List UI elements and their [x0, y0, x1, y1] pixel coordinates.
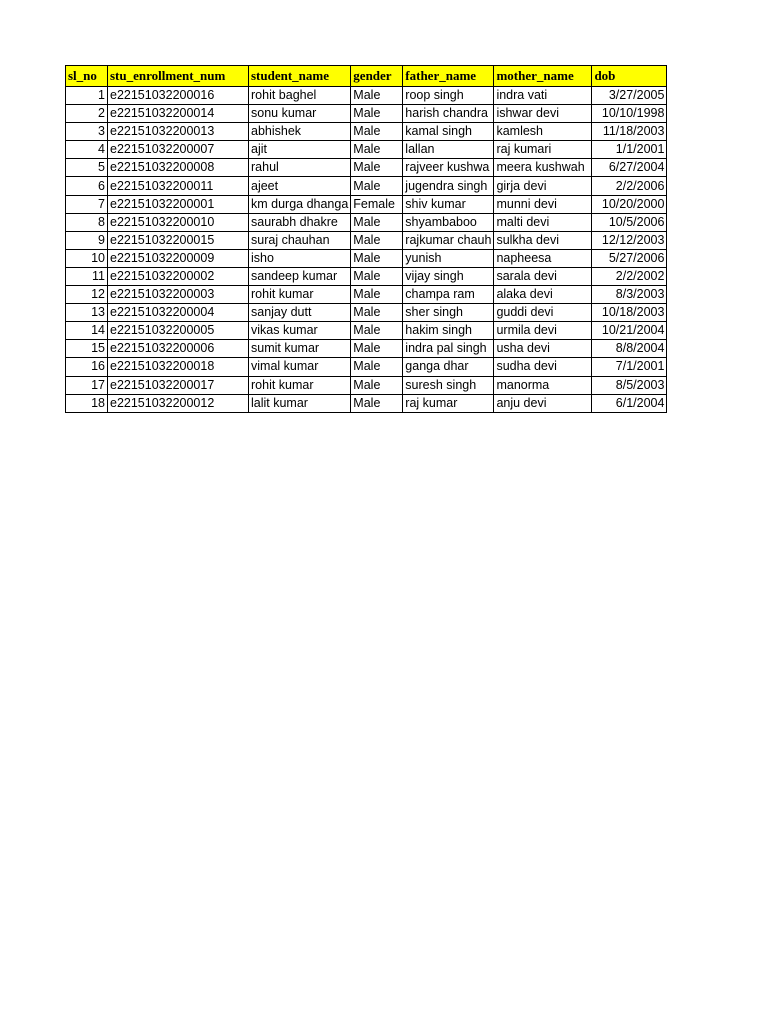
cell-gender: Male	[351, 340, 403, 358]
student-table	[65, 65, 667, 413]
cell-dob: 2/2/2002	[592, 267, 667, 285]
table-row	[66, 213, 667, 231]
cell-enrollment-num: e22151032200011	[108, 177, 249, 195]
cell-father-name: ganga dhar	[403, 358, 494, 376]
table-row	[66, 322, 667, 340]
cell-student-name: rohit baghel	[249, 87, 351, 105]
table-row	[66, 286, 667, 304]
cell-father-name: vijay singh	[403, 267, 494, 285]
cell-dob: 12/12/2003	[592, 231, 667, 249]
cell-gender: Male	[351, 105, 403, 123]
cell-student-name: saurabh dhakre	[249, 213, 351, 231]
cell-mother-name: indra vati	[494, 87, 592, 105]
cell-enrollment-num: e22151032200015	[108, 231, 249, 249]
cell-dob: 11/18/2003	[592, 123, 667, 141]
cell-mother-name: raj kumari	[494, 141, 592, 159]
cell-mother-name: munni devi	[494, 195, 592, 213]
cell-enrollment-num: e22151032200014	[108, 105, 249, 123]
cell-gender: Male	[351, 231, 403, 249]
cell-dob: 8/5/2003	[592, 376, 667, 394]
cell-student-name: abhishek	[249, 123, 351, 141]
cell-enrollment-num: e22151032200005	[108, 322, 249, 340]
header-student-name: student_name	[249, 66, 351, 87]
cell-sl-no: 7	[66, 195, 108, 213]
cell-father-name: rajkumar chauh	[403, 231, 494, 249]
table-row	[66, 141, 667, 159]
cell-gender: Male	[351, 87, 403, 105]
cell-sl-no: 15	[66, 340, 108, 358]
cell-gender: Male	[351, 213, 403, 231]
cell-enrollment-num: e22151032200008	[108, 159, 249, 177]
cell-enrollment-num: e22151032200012	[108, 394, 249, 412]
cell-sl-no: 14	[66, 322, 108, 340]
cell-student-name: sandeep kumar	[249, 267, 351, 285]
cell-mother-name: manorma	[494, 376, 592, 394]
cell-dob: 3/27/2005	[592, 87, 667, 105]
cell-dob: 1/1/2001	[592, 141, 667, 159]
cell-mother-name: malti devi	[494, 213, 592, 231]
cell-father-name: hakim singh	[403, 322, 494, 340]
cell-mother-name: urmila devi	[494, 322, 592, 340]
cell-gender: Male	[351, 159, 403, 177]
cell-dob: 10/20/2000	[592, 195, 667, 213]
cell-sl-no: 4	[66, 141, 108, 159]
cell-sl-no: 8	[66, 213, 108, 231]
table-header	[66, 66, 667, 87]
cell-sl-no: 10	[66, 249, 108, 267]
cell-father-name: kamal singh	[403, 123, 494, 141]
table-row	[66, 267, 667, 285]
cell-enrollment-num: e22151032200004	[108, 304, 249, 322]
cell-enrollment-num: e22151032200018	[108, 358, 249, 376]
cell-father-name: shyambaboo	[403, 213, 494, 231]
cell-gender: Male	[351, 123, 403, 141]
cell-father-name: raj kumar	[403, 394, 494, 412]
cell-student-name: ajit	[249, 141, 351, 159]
cell-enrollment-num: e22151032200001	[108, 195, 249, 213]
cell-student-name: rahul	[249, 159, 351, 177]
cell-enrollment-num: e22151032200007	[108, 141, 249, 159]
cell-mother-name: sudha devi	[494, 358, 592, 376]
cell-student-name: km durga dhanga	[249, 195, 351, 213]
cell-sl-no: 13	[66, 304, 108, 322]
cell-dob: 10/5/2006	[592, 213, 667, 231]
table-row	[66, 105, 667, 123]
header-mother-name: mother_name	[494, 66, 592, 87]
cell-mother-name: alaka devi	[494, 286, 592, 304]
cell-dob: 8/8/2004	[592, 340, 667, 358]
cell-dob: 6/27/2004	[592, 159, 667, 177]
cell-enrollment-num: e22151032200010	[108, 213, 249, 231]
table-row	[66, 159, 667, 177]
cell-student-name: vimal kumar	[249, 358, 351, 376]
cell-enrollment-num: e22151032200013	[108, 123, 249, 141]
cell-mother-name: meera kushwah	[494, 159, 592, 177]
table-row	[66, 304, 667, 322]
cell-gender: Male	[351, 141, 403, 159]
cell-mother-name: girja devi	[494, 177, 592, 195]
cell-father-name: champa ram	[403, 286, 494, 304]
cell-student-name: sanjay dutt	[249, 304, 351, 322]
cell-student-name: sumit kumar	[249, 340, 351, 358]
cell-dob: 10/10/1998	[592, 105, 667, 123]
cell-enrollment-num: e22151032200016	[108, 87, 249, 105]
cell-student-name: rohit kumar	[249, 286, 351, 304]
table-row	[66, 87, 667, 105]
cell-mother-name: sulkha devi	[494, 231, 592, 249]
cell-sl-no: 12	[66, 286, 108, 304]
cell-enrollment-num: e22151032200006	[108, 340, 249, 358]
table-row	[66, 249, 667, 267]
table-body	[66, 87, 667, 413]
cell-dob: 10/21/2004	[592, 322, 667, 340]
cell-enrollment-num: e22151032200002	[108, 267, 249, 285]
cell-student-name: rohit kumar	[249, 376, 351, 394]
cell-gender: Male	[351, 177, 403, 195]
cell-gender: Male	[351, 304, 403, 322]
cell-sl-no: 6	[66, 177, 108, 195]
header-sl-no: sl_no	[66, 66, 108, 87]
cell-father-name: rajveer kushwa	[403, 159, 494, 177]
cell-enrollment-num: e22151032200003	[108, 286, 249, 304]
cell-student-name: vikas kumar	[249, 322, 351, 340]
cell-dob: 7/1/2001	[592, 358, 667, 376]
cell-sl-no: 9	[66, 231, 108, 249]
table-row	[66, 340, 667, 358]
cell-father-name: jugendra singh	[403, 177, 494, 195]
cell-father-name: roop singh	[403, 87, 494, 105]
cell-gender: Male	[351, 358, 403, 376]
table-row	[66, 231, 667, 249]
cell-mother-name: sarala devi	[494, 267, 592, 285]
table-row	[66, 394, 667, 412]
cell-enrollment-num: e22151032200017	[108, 376, 249, 394]
cell-student-name: lalit kumar	[249, 394, 351, 412]
cell-father-name: shiv kumar	[403, 195, 494, 213]
cell-father-name: suresh singh	[403, 376, 494, 394]
header-row	[66, 66, 667, 87]
cell-dob: 8/3/2003	[592, 286, 667, 304]
header-father-name: father_name	[403, 66, 494, 87]
header-gender: gender	[351, 66, 403, 87]
cell-sl-no: 17	[66, 376, 108, 394]
cell-sl-no: 3	[66, 123, 108, 141]
cell-mother-name: ishwar devi	[494, 105, 592, 123]
cell-student-name: ajeet	[249, 177, 351, 195]
cell-sl-no: 16	[66, 358, 108, 376]
cell-sl-no: 18	[66, 394, 108, 412]
cell-gender: Male	[351, 322, 403, 340]
cell-mother-name: guddi devi	[494, 304, 592, 322]
cell-mother-name: napheesa	[494, 249, 592, 267]
cell-father-name: yunish	[403, 249, 494, 267]
cell-gender: Male	[351, 249, 403, 267]
header-enrollment-num: stu_enrollment_num	[108, 66, 249, 87]
cell-gender: Female	[351, 195, 403, 213]
table-row	[66, 123, 667, 141]
cell-father-name: indra pal singh	[403, 340, 494, 358]
cell-father-name: lallan	[403, 141, 494, 159]
cell-sl-no: 5	[66, 159, 108, 177]
cell-gender: Male	[351, 394, 403, 412]
cell-father-name: harish chandra	[403, 105, 494, 123]
cell-dob: 6/1/2004	[592, 394, 667, 412]
cell-mother-name: kamlesh	[494, 123, 592, 141]
cell-student-name: isho	[249, 249, 351, 267]
cell-gender: Male	[351, 267, 403, 285]
cell-dob: 10/18/2003	[592, 304, 667, 322]
cell-sl-no: 1	[66, 87, 108, 105]
cell-dob: 2/2/2006	[592, 177, 667, 195]
table-row	[66, 195, 667, 213]
cell-mother-name: anju devi	[494, 394, 592, 412]
cell-gender: Male	[351, 286, 403, 304]
table-row	[66, 177, 667, 195]
table-row	[66, 376, 667, 394]
cell-sl-no: 11	[66, 267, 108, 285]
spreadsheet	[65, 65, 667, 413]
cell-gender: Male	[351, 376, 403, 394]
cell-student-name: sonu kumar	[249, 105, 351, 123]
cell-student-name: suraj chauhan	[249, 231, 351, 249]
header-dob: dob	[592, 66, 667, 87]
cell-mother-name: usha devi	[494, 340, 592, 358]
table-row	[66, 358, 667, 376]
cell-enrollment-num: e22151032200009	[108, 249, 249, 267]
cell-father-name: sher singh	[403, 304, 494, 322]
cell-sl-no: 2	[66, 105, 108, 123]
cell-dob: 5/27/2006	[592, 249, 667, 267]
